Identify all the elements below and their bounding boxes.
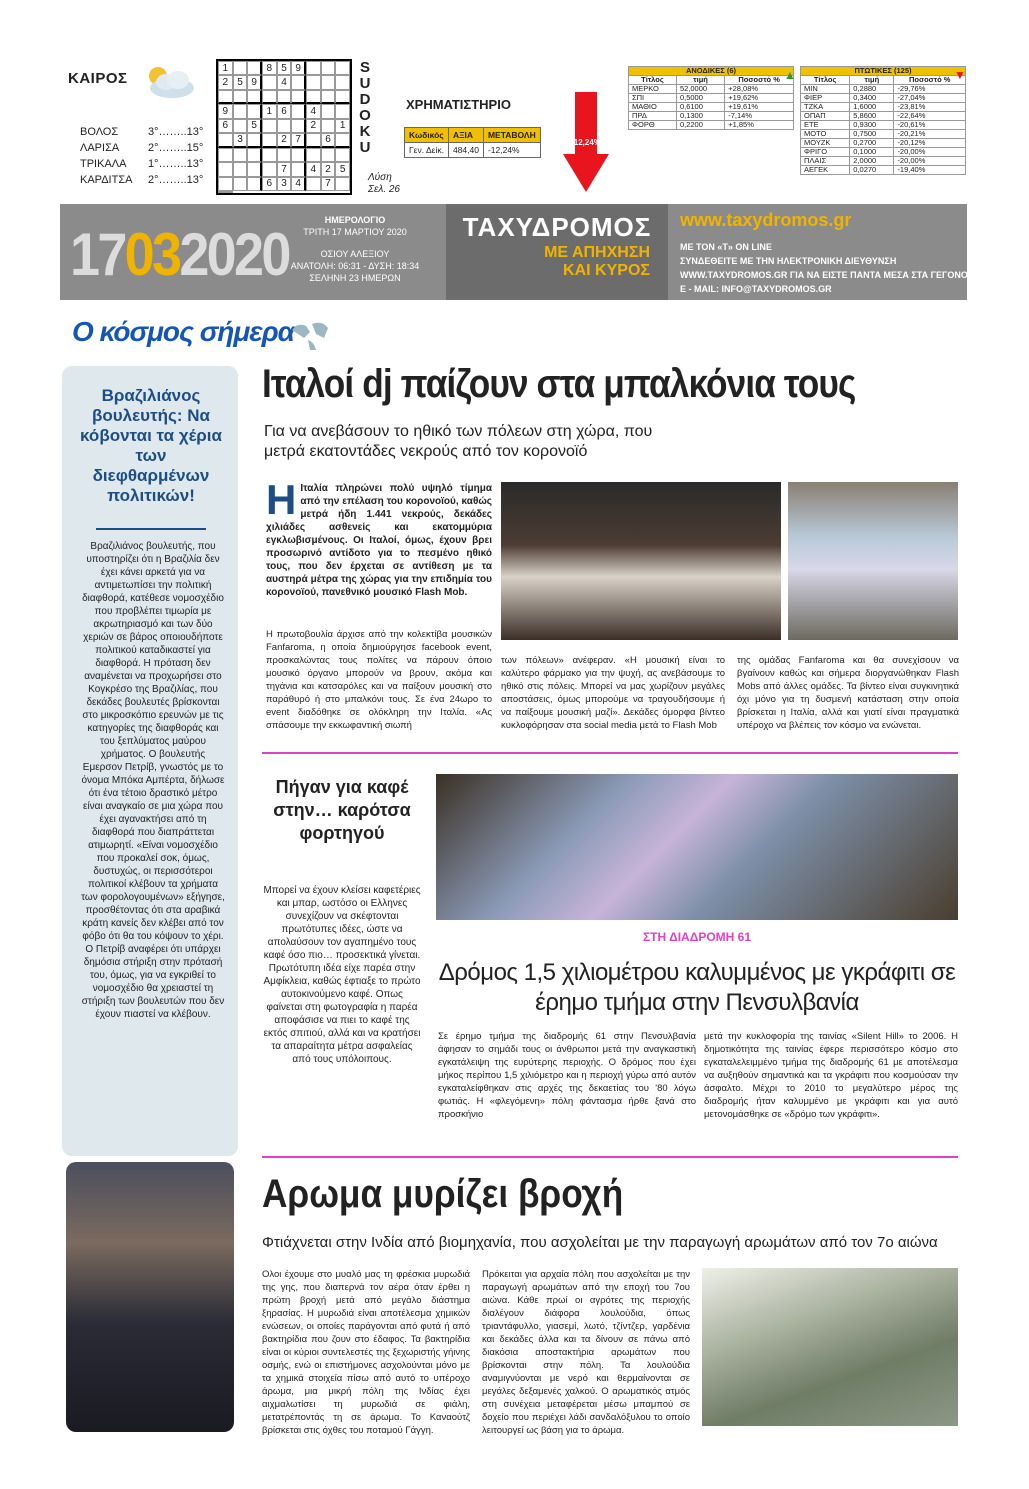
sudoku-cell — [233, 148, 248, 162]
sudoku-cell — [321, 104, 336, 118]
sudoku-cell — [291, 148, 306, 162]
sudoku-cell — [335, 177, 350, 191]
sudoku-cell — [306, 75, 321, 89]
sudoku-cell — [335, 61, 350, 75]
divider — [96, 528, 206, 530]
weather-city: ΚΑΡΔΙΤΣΑ — [80, 174, 133, 186]
sudoku-cell — [321, 90, 336, 104]
sudoku-cell — [247, 177, 262, 191]
sudoku-cell — [218, 177, 233, 191]
dropcap: Η — [266, 476, 297, 523]
sudoku-cell: 5 — [277, 61, 292, 75]
cafe-headline: Πήγαν για καφέ στην… καρότσα φορτηγού — [273, 777, 411, 843]
woman-balcony-photo — [501, 482, 781, 640]
sudoku-cell: 8 — [262, 61, 277, 75]
aroma-col-1: Ολοι έχουμε στο μυαλό μας τη φρέσκια μυρωδιά της γης, που διαπερνά τον αέρα όταν έρθει η πρώτη βροχή μετά από μεγάλο διάστημα ξηρασίας. Η μυρωδιά είναι αποτέλεσμα χημικών ενώσεων, οι οποίες παράγονται από φυτά ή από βακτηρίδια που ζουν στο έδαφος. Τα βακτηρίδια είναι οι κύριοι συντελεστές της ξεχωριστής γήινης οσμής, ενώ οι επιστήμονες ασχολούνται μόνο με τα χημικά στοιχεία πίσω από αυτό το υπέροχο άρωμα, μια μικρή πόλη της Ινδίας έχει αιχμαλωτίσει τη μυρωδιά σε φιάλη, μετατρέποντάς τη σε άρωμα. Το Καναούτζ βρίσκεται στις όχθες του ποταμού Γάγγη. — [262, 1269, 470, 1436]
sudoku-cell — [218, 191, 233, 193]
sudoku-cell — [262, 75, 277, 89]
sudoku-cell: 7 — [277, 162, 292, 176]
calendar-info: ΗΜΕΡΟΛΟΓΙΟ ΤΡΙΤΗ 17 ΜΑΡΤΙΟΥ 2020 ΟΣΙΟΥ ΑΛΕΞΙΟΥ ΑΝΑΤΟΛΗ: 06:31 - ΔΥΣΗ: 18:34 ΣΕΛΗΝΗ 23 ΗΜΕΡΩΝ — [290, 215, 420, 283]
rain-roof-photo — [702, 1268, 958, 1426]
weather-city: ΛΑΡΙΣΑ — [80, 142, 120, 154]
sudoku-word: S U D O K U — [359, 59, 371, 156]
sudoku-cell: 1 — [218, 61, 233, 75]
sudoku-cell — [291, 119, 306, 133]
weather-range: 2°……..13° — [148, 174, 204, 186]
sudoku-cell: 4 — [291, 177, 306, 191]
sudoku-cell — [247, 162, 262, 176]
table-row: ΠΛΑΙΣ 2,0000 -20,00% — [801, 157, 966, 166]
sudoku-cell — [306, 61, 321, 75]
aroma-subtitle: Φτιάχνεται στην Ινδία από βιομηχανία, που ασχολείται με την παραγωγή αρωμάτων από τον 7ο αιώνα — [262, 1234, 938, 1251]
sudoku-cell: 4 — [306, 162, 321, 176]
weather-range: 2°……..15° — [148, 142, 204, 154]
sudoku-cell — [233, 61, 248, 75]
sudoku-cell — [335, 90, 350, 104]
sudoku-cell: 5 — [233, 75, 248, 89]
italy-lead: Η Ιταλία πληρώνει πολύ υψηλό τίμημα από την επέλαση του κορονοϊού, καθώς μετρά ήδη 1.441 νεκρούς, δεκάδες χιλιάδες ασθενείς και εκατομμύρια εγκλωβισμένους. Οι Ιταλοί, όμως, έχουν βρει προσωρινό αντίδοτο για το πεσμένο ηθικό τους, που δεν έρχεται σε αντίθεση με τα αυστηρά μέτρα της χώρας για την επιδημία του κορονοϊού, πανεθνικό μουσικό Flash Mob. — [266, 476, 492, 598]
weather-city: ΤΡΙΚΑΛΑ — [80, 158, 127, 170]
sudoku-cell — [218, 162, 233, 176]
table-row: ΦΡΙΓΟ 0,1000 -20,00% — [801, 148, 966, 157]
italy-col-3: της ομάδας Fanfaroma και θα συνεχίσουν να βγαίνουν καθώς και σήμερα διοργανώθηκαν Flash Mobs από άλλες ομάδες. Τα βίντεο είναι συγκινητικά όχι μόνο για τη δυσμενή κατάσταση στην οποία βρίσκεται η Ιταλία, αλλά και γιατί είναι πραγματικά υπέροχο να βλέπεις τον κόσμο να ενώνεται. — [737, 655, 959, 731]
aroma-col-2: Πρόκειται για αρχαία πόλη που ασχολείται με την παραγωγή αρωμάτων από την εποχή του 7ου αιώνα. Κάθε πρωί οι αγρότες της περιοχής διαλέγουν διάφορα λουλούδια, όπως τριαντάφυλλο, γιασεμί, λωτό, τζίντζερ, γαρδένια και δεκάδες άλλα και τα δίνουν σε πάνω από διακόσια αποστακτήρια αρωμάτων που βρίσκονται στην πόλη. Τα λουλούδια αναμιγνύονται με νερό και θερμαίνονται σε μεγάλες δεξαμενές χαλκού. Ο αρωματικός ατμός στη συνέχεια μεταφέρεται μέσω μπαμπού σε δοχείο που περιέχει λάδι σανδαλόξυλου το οποίο λειτουργεί ως βάση για το άρωμα. — [482, 1269, 690, 1436]
sudoku-cell — [247, 104, 262, 118]
sudoku-cell — [247, 90, 262, 104]
losers-table: ΠΤΩΤΙΚΕΣ (125) Τίτλος τιμή Ποσοστό % ΜΙΝ 0,2880 -29,76% ΦΙΕΡ 0,3400 -27,04% ΤΖΚΑ 1,6000 -23,81% ΟΠΑΠ 5,8600 -22,64% ΕΤΕ 0,9300 -20,61% ΜΟΤΟ 0,7500 -20,21% ΜΟΥΖΚ 0,2700 -20,12% ΦΡΙΓΟ 0,1000 -20,00% ΠΛΑΙΣ 2,0000 -20,00% ΑΕΓΕΚ 0,0270 -19,40% — [800, 66, 966, 175]
sudoku-cell: 6 — [218, 119, 233, 133]
cloud-sun-icon — [140, 62, 198, 102]
sudoku-cell — [247, 148, 262, 162]
sudoku-cell — [306, 148, 321, 162]
sudoku-cell — [321, 119, 336, 133]
weather-range: 3°……..13° — [148, 126, 204, 138]
weather-city: ΒΟΛΟΣ — [80, 126, 119, 138]
sudoku-cell: 6 — [277, 104, 292, 118]
sudoku-cell: 6 — [262, 177, 277, 191]
stock-title: ΧΡΗΜΑΤΙΣΤΗΡΙΟ — [406, 97, 511, 112]
sudoku-cell — [233, 162, 248, 176]
sudoku-cell: 9 — [218, 104, 233, 118]
table-row: ΜΙΝ 0,2880 -29,76% — [801, 85, 966, 94]
sudoku-cell: 9 — [247, 75, 262, 89]
table-row: ΜΟΥΖΚ 0,2700 -20,12% — [801, 139, 966, 148]
sudoku-cell — [262, 119, 277, 133]
world-map-icon — [288, 316, 332, 352]
sudoku-cell — [321, 148, 336, 162]
sudoku-cell: 4 — [277, 75, 292, 89]
sudoku-cell: 3 — [277, 177, 292, 191]
sudoku-cell: 5 — [335, 162, 350, 176]
sudoku-cell: 2 — [218, 75, 233, 89]
sudoku-cell — [247, 133, 262, 147]
table-row: ΠΡΔ 0,1300 -7,14% — [629, 112, 794, 121]
table-row: ΜΟΤΟ 0,7500 -20,21% — [801, 130, 966, 139]
balcony-people-photo — [788, 482, 958, 640]
sudoku-cell — [291, 104, 306, 118]
sudoku-cell — [321, 61, 336, 75]
section-title: Ο κόσμος σήμερα — [72, 316, 294, 347]
sudoku-cell — [277, 148, 292, 162]
sudoku-cell: 2 — [306, 119, 321, 133]
sudoku-cell — [291, 90, 306, 104]
table-row: ΦΙΕΡ 0,3400 -27,04% — [801, 94, 966, 103]
italy-col-2: των πόλεων» ανέφεραν. «Η μουσική είναι το καλύτερο φάρμακο για την ψυχή, ας ανεβάσουμε το ηθικό στις πόλεις. Μπορεί να μας χωρίζουν μεγάλες αποστάσεις, όμως μπορούμε να τραγουδήσουμε ή να παίξουμε μουσική μαζί». Δεκάδες όμορφα βίντεο κυκλοφόρησαν στα social media μετά το Flash Mob — [501, 655, 725, 731]
brand-logo: ΤΑΧΥΔΡΟΜΟΣ — [462, 212, 652, 242]
sudoku-cell — [233, 104, 248, 118]
sudoku-cell — [306, 133, 321, 147]
sudoku-cell — [233, 177, 248, 191]
graffiti-road-photo — [436, 774, 958, 920]
aroma-headline: Αρωμα μυρίζει βροχή — [262, 1172, 624, 1216]
sudoku-cell: 7 — [321, 177, 336, 191]
sudoku-cell — [321, 75, 336, 89]
sidebar-body: Βραζιλιάνος βουλευτής, που υποστηρίζει ότι η Βραζιλία δεν έχει κάνει αρκετά για να αντιμετωπίσει την πολιτική διαφθορά, κατέθεσε νομοσχέδιο που προβλέπει τιμωρία με ακρωτηριασμό και των δύο χεριών σε βάρος οποιουδήποτε πολιτικού καταδικαστεί για διαφθορά. Η πρόταση δεν αναμένεται να προχωρήσει στο Κογκρέσο της Βραζιλίας, που δεκάδες βουλευτές βρίσκονται στο μικροσκόπιο ερευνών με τις κατηγορίες της διαφθοράς και του ξεπλύματος μαύρου χρήματος. Ο βουλευτής Εμερσον Πετρίβ, γνωστός με το όνομα Μπόκα Αμπέρτα, δήλωσε ότι ένα τέτοιο δραστικό μέτρο είναι αναγκαίο σε μια χώρα που έχει αγανακτήσει από τη διαφθορά που διαπράττεται ατιμωρητί. «Είναι νομοσχέδιο που προκαλεί σοκ, όμως, δυστυχώς, οι περισσότεροι πολιτικοί κλέβουν τα χρήματα των φορολογουμένων» εξήγησε, προσθέτοντας ότι στα αραβικά κράτη κανείς δεν κλέβει από τον φόβο ότι θα του κόψουν το χέρι. Ο Πετρίβ αναφέρει ότι υπάρχει δημόσια στήριξη στην πρότασή του, όμως, για να εγκριθεί το νομοσχέδιο θα χρειαστεί τη στήριξη των βουλευτών που δεν έχουν πιαστεί να κλέβουν. — [81, 541, 225, 1020]
politician-photo — [66, 1162, 234, 1432]
sudoku-cell — [306, 177, 321, 191]
up-arrow-icon: ▲ — [784, 68, 796, 82]
sudoku-cell — [218, 148, 233, 162]
sudoku-cell — [262, 148, 277, 162]
sudoku-cell — [291, 162, 306, 176]
sudoku-solution-ref: Λύση Σελ. 26 — [368, 172, 400, 195]
sudoku-cell — [335, 104, 350, 118]
weather-list — [80, 124, 203, 188]
table-row: ΤΖΚΑ 1,6000 -23,81% — [801, 103, 966, 112]
italy-col-1: Η πρωτοβουλία άρχισε από την κολεκτίβα μουσικών Fanfaroma, η οποία δημιούργησε facebook event, προσκαλώντας τους πολίτες να πάρουν όποιο μουσικό όργανο μπορούν να βρουν, ακόμα και τηγάνια και κατσαρόλες και να παίξουν μουσική στο παράθυρό ή στο μπαλκόνι τους. Σε ένα 24ωρο το event διαδόθηκε σε ολόκληρη την Ιταλία. «Ας σπάσουμε την εκκωφαντική σιωπή — [266, 629, 492, 731]
sudoku-cell — [335, 75, 350, 89]
weather-title: ΚΑΙΡΟΣ — [68, 70, 128, 87]
sudoku-cell — [335, 148, 350, 162]
divider — [262, 1156, 958, 1158]
sudoku-cell: 4 — [306, 104, 321, 118]
gainers-table: ΑΝΟΔΙΚΕΣ (6) Τίτλος τιμή Ποσοστό % ΜΕΡΚΟ 52,0000 +28,08% ΣΠΙ 0,5000 +19,62% ΜΑΘΙΟ 0,6100 +19,61% ΠΡΔ 0,1300 -7,14% ΦΟΡΘ 0,2200 +1,85% — [628, 66, 794, 130]
table-row: ΣΠΙ 0,5000 +19,62% — [629, 94, 794, 103]
road-kicker: ΣΤΗ ΔΙΑΔΡΟΜΗ 61 — [642, 930, 752, 944]
cafe-body: Μπορεί να έχουν κλείσει καφετέριες και μπαρ, ωστόσο οι Ελληνες συνεχίζουν να σκέφτονται πρωτότυπες ιδέες, ώστε να απολαύσουν τον αγαπημένο τους καφέ όσο πιο… προσεκτικά γίνεται. Πρωτότυπη ιδέα είχε παρέα στην Αμφίκλεια, καθώς έφτιαξε το πρώτο αυτοκινούμενο καφέ. Οπως φαίνεται στη φωτογραφία η παρέα αποφάσισε να πιει το καφέ της εκτός σπιτιού, αλλά και να κρατήσει τα απαραίτητα μέτρα ασφαλείας από τους υπόλοιπους. — [263, 885, 421, 1065]
sudoku-cell: 1 — [262, 104, 277, 118]
sudoku-cell: 3 — [233, 133, 248, 147]
sudoku-cell — [262, 162, 277, 176]
sudoku-grid — [216, 59, 352, 195]
road-col-1: Σε έρημο τμήμα της διαδρομής 61 στην Πενσυλβανία άφησαν το σημάδι τους οι άνθρωποι μετά την αναγκαστική εγκατάλειψη της ευρύτερης περιοχής. Ο δρόμος που έχει μήκος περίπου 1,5 χιλιόμετρο και η περιοχή γύρω από αυτόν εγκαταλείφθηκαν στις αρχές της δεκαετίας του '80 λόγω φωτιάς. Η «φλεγόμενη» πόλη φάντασμα ήρθε ξανά στο προσκήνιο — [438, 1031, 696, 1120]
sudoku-cell: 2 — [321, 162, 336, 176]
table-row: ΟΠΑΠ 5,8600 -22,64% — [801, 112, 966, 121]
sudoku-cell — [233, 119, 248, 133]
sudoku-cell: 2 — [277, 133, 292, 147]
down-small-arrow-icon: ▼ — [954, 68, 966, 82]
table-row: ΑΕΓΕΚ 0,0270 -19,40% — [801, 166, 966, 175]
sudoku-cell — [291, 75, 306, 89]
sudoku-cell: 7 — [291, 133, 306, 147]
divider — [262, 752, 958, 754]
website-link[interactable]: www.taxydromos.gr — [680, 210, 852, 230]
sudoku-cell — [233, 90, 248, 104]
italy-headline: Ιταλοί dj παίζουν στα μπαλκόνια τους — [262, 362, 856, 406]
arrow-label: -12,24% — [571, 138, 601, 147]
sudoku-cell — [277, 119, 292, 133]
sudoku-cell — [277, 90, 292, 104]
brand-slogan: ΜΕ ΑΠΗΧΗΣΗ ΚΑΙ ΚΥΡΟΣ — [544, 244, 650, 279]
sudoku-cell: 6 — [321, 133, 336, 147]
web-info: ΜΕ ΤΟΝ «Τ» ON LINE ΣΥΝΔΕΘΕΙΤΕ ΜΕ ΤΗΝ ΗΛΕΚΤΡΟΝΙΚΗ ΔΙΕΥΘΥΝΣΗ WWW.TAXYDROMOS.GR ΓΙΑ ΝΑ ΕΙΣΤΕ ΠΑΝΤΑ ΜΕΣΑ ΣΤΑ ΓΕΓΟΝΟΤΑ E - MAIL: INFO@TAXYDROMOS.GR — [680, 242, 980, 294]
italy-subtitle: Για να ανεβάσουν το ηθικό των πόλεων στη χώρα, που μετρά εκατοντάδες νεκρούς από τον κορονοϊό — [264, 423, 653, 460]
index-table: Κωδικός ΑΞΙΑ ΜΕΤΑΒΟΛΗ Γεν. Δείκ. 484,40 -12,24% — [404, 127, 541, 158]
sudoku-cell — [247, 61, 262, 75]
big-date: 17032020 — [70, 221, 289, 288]
sudoku-cell: 9 — [291, 61, 306, 75]
table-row: ΦΟΡΘ 0,2200 +1,85% — [629, 121, 794, 130]
sudoku-cell — [335, 133, 350, 147]
table-row: ΕΤΕ 0,9300 -20,61% — [801, 121, 966, 130]
sudoku-cell: 1 — [335, 119, 350, 133]
sudoku-cell — [262, 90, 277, 104]
sudoku-cell — [306, 90, 321, 104]
road-headline: Δρόμος 1,5 χιλιομέτρου καλυμμένος με γκράφιτι σε έρημο τμήμα στην Πενσυλβανία — [438, 959, 956, 1016]
table-row: ΜΕΡΚΟ 52,0000 +28,08% — [629, 85, 794, 94]
sudoku-cell — [262, 133, 277, 147]
sudoku-cell — [218, 133, 233, 147]
table-row: ΜΑΘΙΟ 0,6100 +19,61% — [629, 103, 794, 112]
sidebar-headline: Βραζιλιάνος βουλευτής: Να κόβονται τα χέρια των διεφθαρμένων πολιτικών! — [80, 386, 222, 505]
sudoku-cell: 5 — [247, 119, 262, 133]
weather-range: 1°……..13° — [148, 158, 204, 170]
road-col-2: μετά την κυκλοφορία της ταινίας «Silent Hill» το 2006. Η δημοτικότητα της ταινίας έφερε περισσότερο κόσμο στο εγκαταλελειμμένο τμήμα της διαδρομής 61 με αποτέλεσμα να αυξηθούν σημαντικά και τα γκράφιτι που κοσμούσαν την άσφαλτο. Μέχρι το 2010 το μεγαλύτερο μέρος της διαδρομής ήταν καλυμμένο με γκράφιτι και για αυτό μετονομάσθηκε σε «δρόμο των γκράφιτι». — [704, 1031, 958, 1120]
sudoku-cell — [218, 90, 233, 104]
